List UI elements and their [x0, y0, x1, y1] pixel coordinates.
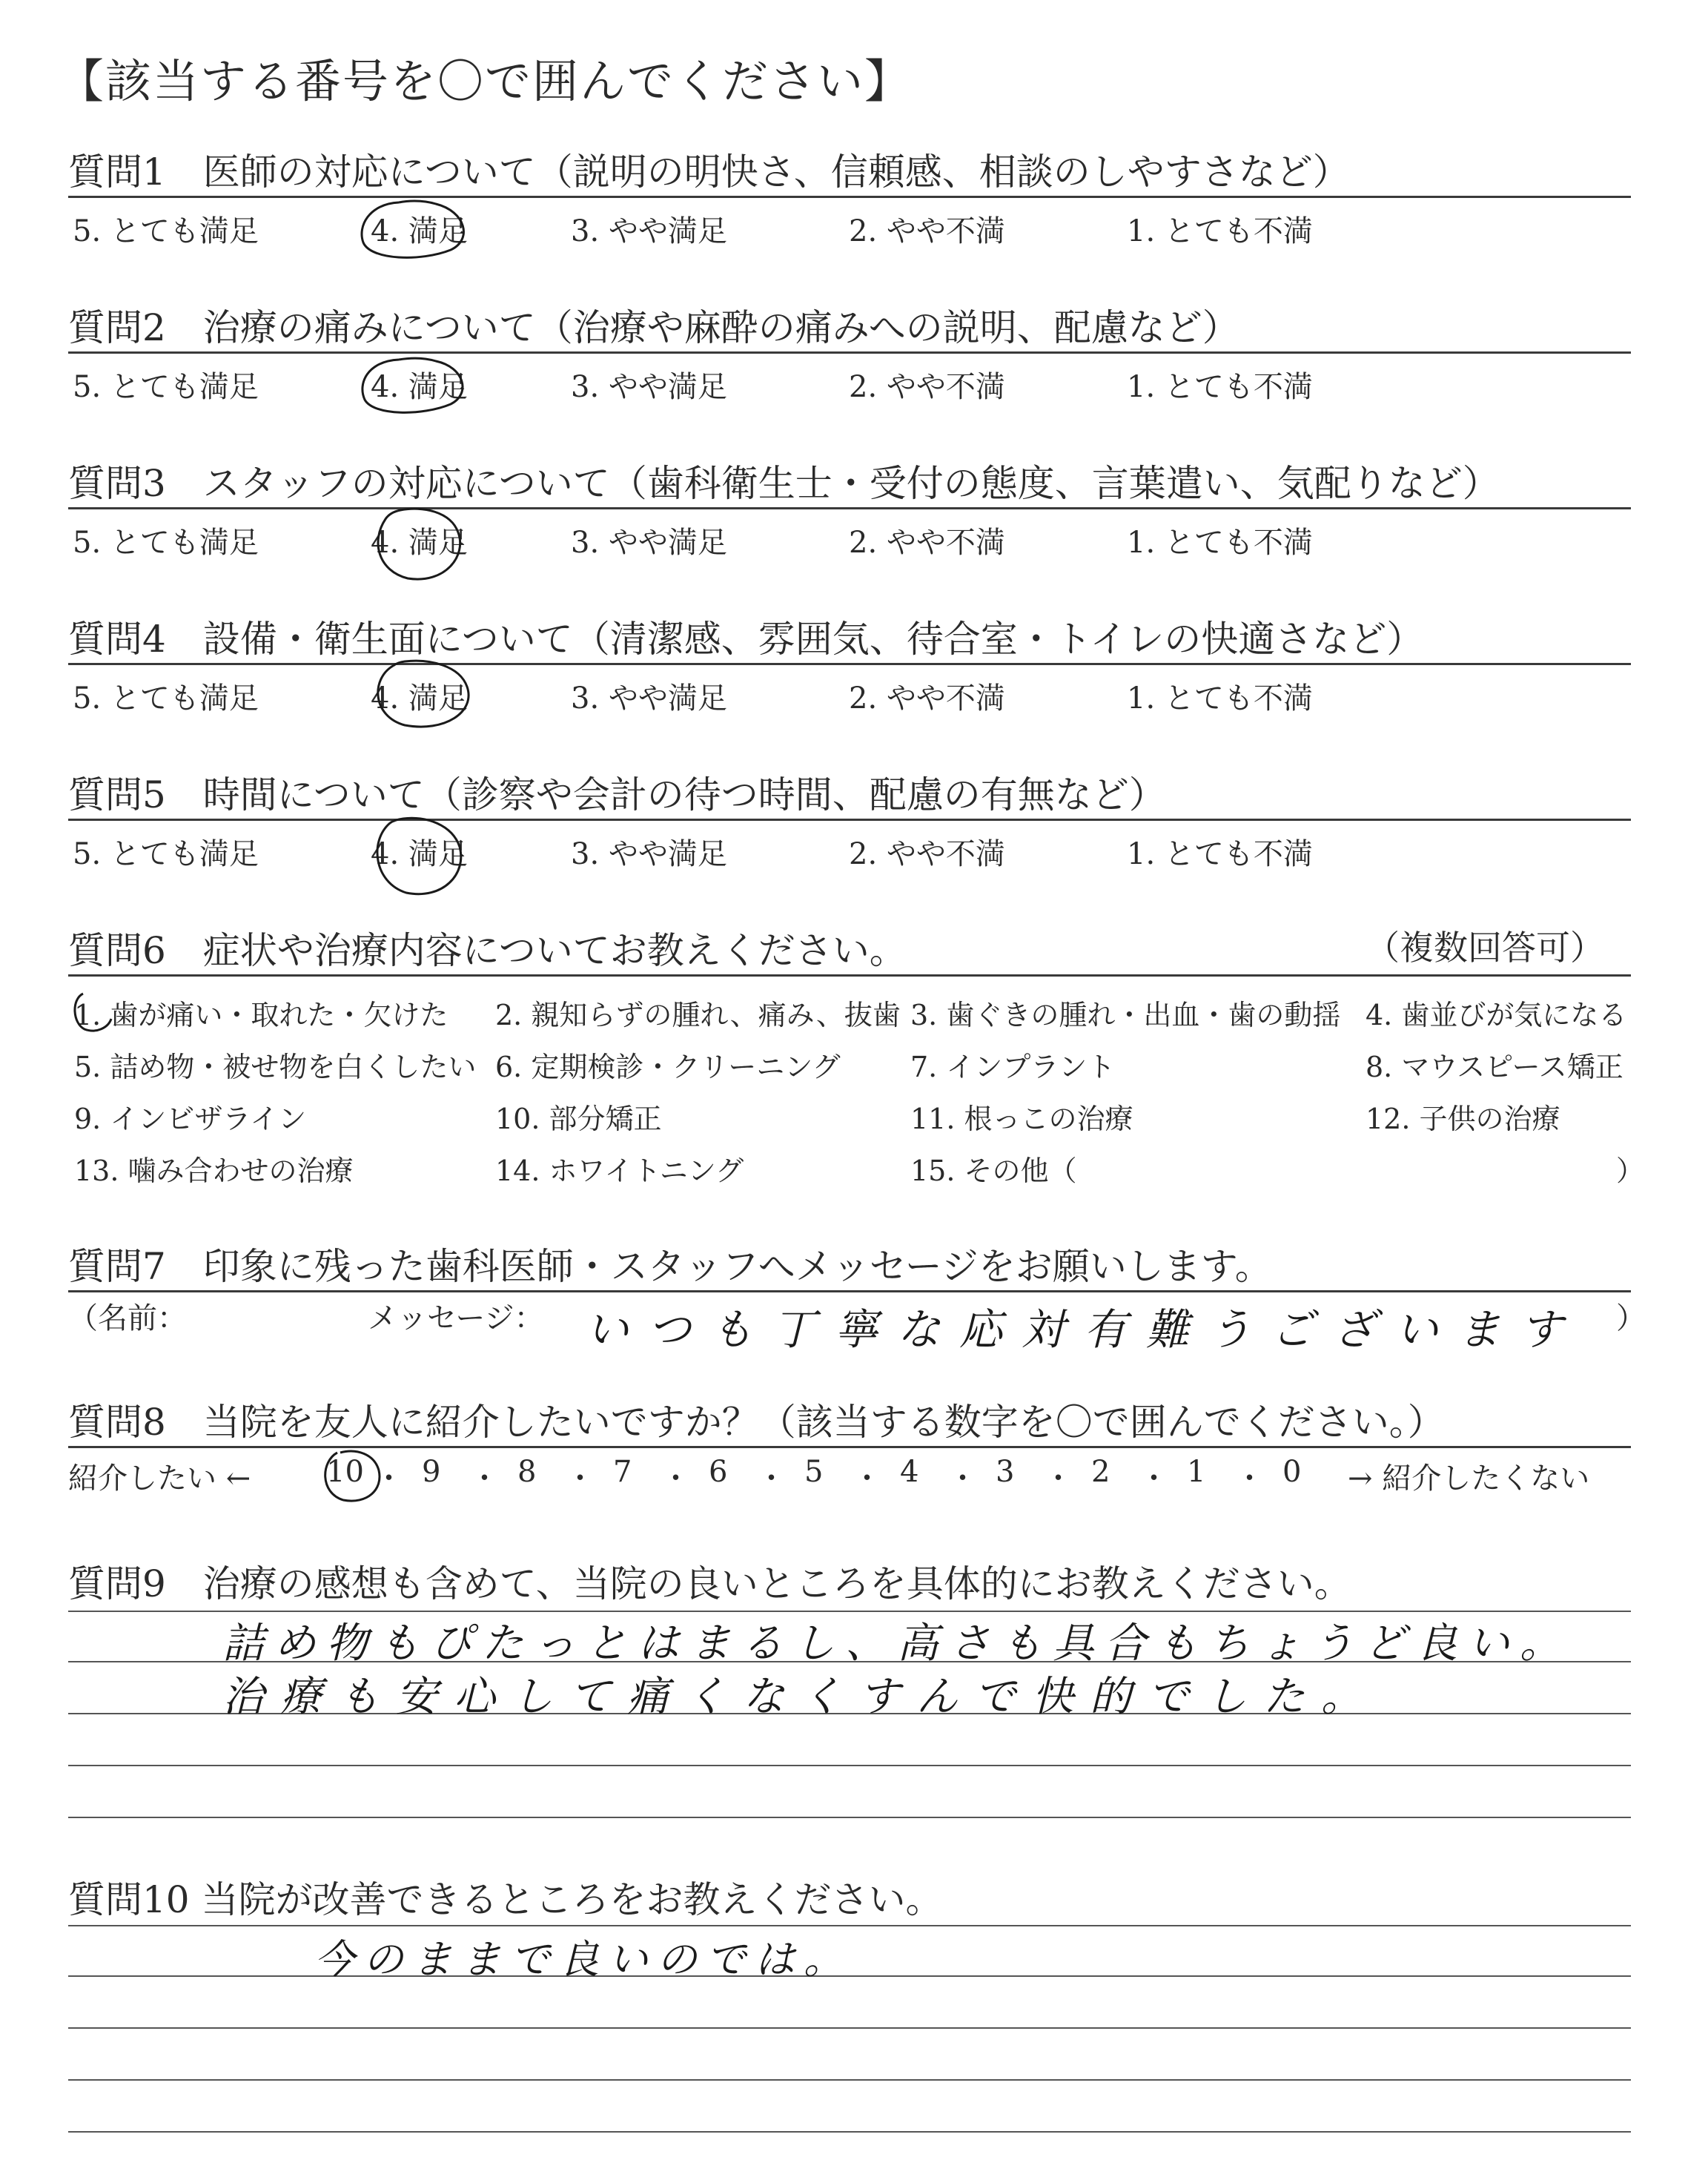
q5-option-3[interactable]: 3. やや満足 — [571, 837, 727, 871]
question-2-rule — [68, 351, 1631, 354]
q7-close-paren: ） — [1616, 1301, 1646, 1335]
q8-scale-separator: ・ — [374, 1462, 404, 1496]
q1-selection-circle — [354, 196, 480, 263]
q8-right-label: → 紹介したくない — [1348, 1462, 1590, 1496]
q6-option-9[interactable]: 9. インビザライン — [74, 1103, 307, 1135]
q8-selection-circle — [315, 1442, 389, 1509]
q6-option-10[interactable]: 10. 部分矯正 — [495, 1103, 662, 1135]
q3-option-3[interactable]: 3. やや満足 — [571, 526, 727, 560]
question-5-title: 質問5 時間について（診察や会計の待つ時間、配慮の有無など） — [68, 773, 1166, 816]
q8-scale-option-6[interactable]: 6 — [709, 1455, 728, 1489]
question-10-title: 質問10 当院が改善できるところをお教えください。 — [68, 1878, 943, 1921]
q3-option-2[interactable]: 2. やや不満 — [849, 526, 1005, 560]
q6-option-7[interactable]: 7. インプラント — [910, 1051, 1116, 1083]
q8-scale-option-4[interactable]: 4 — [900, 1455, 919, 1489]
q1-option-4[interactable]: 4. 満足 — [371, 214, 468, 248]
q8-scale-separator: ・ — [565, 1462, 595, 1496]
question-1-title: 質問1 医師の対応について（説明の明快さ、信頼感、相談のしやすさなど） — [68, 151, 1350, 194]
question-3-rule — [68, 507, 1631, 509]
question-5-rule — [68, 819, 1631, 821]
question-9-title: 質問9 治療の感想も含めて、当院の良いところを具体的にお教えください。 — [68, 1562, 1351, 1605]
q9-line-4 — [68, 1765, 1631, 1766]
q7-name-label: （名前： — [68, 1301, 187, 1335]
q8-scale-separator: ・ — [661, 1462, 691, 1496]
q2-selection-circle — [354, 352, 480, 419]
q7-message-label: メッセージ： — [368, 1301, 544, 1335]
q10-line-5 — [68, 2131, 1631, 2133]
q6-option-4[interactable]: 4. 歯並びが気になる — [1366, 999, 1627, 1031]
question-1-rule — [68, 196, 1631, 198]
q2-option-5[interactable]: 5. とても満足 — [73, 370, 259, 404]
q1-option-5[interactable]: 5. とても満足 — [73, 214, 259, 248]
q4-option-5[interactable]: 5. とても満足 — [73, 681, 259, 716]
q4-option-3[interactable]: 3. やや満足 — [571, 681, 727, 716]
q5-option-2[interactable]: 2. やや不満 — [849, 837, 1005, 871]
q8-scale-option-7[interactable]: 7 — [613, 1455, 632, 1489]
question-2-title: 質問2 治療の痛みについて（治療や麻酔の痛みへの説明、配慮など） — [68, 306, 1239, 349]
q3-option-4[interactable]: 4. 満足 — [371, 526, 468, 560]
q5-option-1[interactable]: 1. とても不満 — [1127, 837, 1313, 871]
q8-scale-option-3[interactable]: 3 — [996, 1455, 1015, 1489]
question-8-rule — [68, 1446, 1631, 1448]
q6-option-3[interactable]: 3. 歯ぐきの腫れ・出血・歯の動揺 — [910, 999, 1341, 1031]
question-6-rule — [68, 974, 1631, 977]
q5-option-5[interactable]: 5. とても満足 — [73, 837, 259, 871]
q8-scale-option-2[interactable]: 2 — [1091, 1455, 1110, 1489]
q6-option-15[interactable]: 15. その他（ — [910, 1155, 1077, 1187]
q8-scale-option-5[interactable]: 5 — [804, 1455, 824, 1489]
q10-line-4 — [68, 2079, 1631, 2081]
q6-option-1[interactable]: 1. 歯が痛い・取れた・欠けた — [74, 999, 448, 1031]
q2-option-1[interactable]: 1. とても不満 — [1127, 370, 1313, 404]
q8-scale-separator: ・ — [469, 1462, 500, 1496]
q1-option-1[interactable]: 1. とても不満 — [1127, 214, 1313, 248]
q5-option-4[interactable]: 4. 満足 — [371, 837, 468, 871]
q4-selection-circle — [363, 653, 482, 734]
q6-option-14[interactable]: 14. ホワイトニング — [495, 1155, 744, 1187]
q2-option-2[interactable]: 2. やや不満 — [849, 370, 1005, 404]
q4-option-2[interactable]: 2. やや不満 — [849, 681, 1005, 716]
question-6-title: 質問6 症状や治療内容についてお教えください。 — [68, 929, 907, 972]
q8-scale-separator: ・ — [1043, 1462, 1073, 1496]
q10-answer-line-1[interactable]: 今のままで良いのでは。 — [314, 1936, 853, 1983]
question-8-title: 質問8 当院を友人に紹介したいですか？（該当する数字を〇で囲んでください。） — [68, 1401, 1445, 1444]
page-header: 【該当する番号を〇で囲んでください】 — [58, 54, 913, 108]
q8-scale-option-1[interactable]: 1 — [1187, 1455, 1206, 1489]
q6-option-11[interactable]: 11. 根っこの治療 — [910, 1103, 1133, 1135]
q6-option-12[interactable]: 12. 子供の治療 — [1366, 1103, 1560, 1135]
q1-option-3[interactable]: 3. やや満足 — [571, 214, 727, 248]
question-7-rule — [68, 1290, 1631, 1292]
q8-scale-separator: ・ — [947, 1462, 978, 1496]
q6-selection-circle — [68, 986, 120, 1038]
q6-option-8[interactable]: 8. マウスピース矯正 — [1366, 1051, 1623, 1083]
q8-left-label: 紹介したい ← — [68, 1462, 251, 1496]
q9-answer-line-1[interactable]: 詰め物もぴたっとはまるし、高さも具合もちょうど良い。 — [222, 1619, 1572, 1668]
question-4-rule — [68, 663, 1631, 665]
q8-scale-option-9[interactable]: 9 — [422, 1455, 441, 1489]
q8-scale-separator: ・ — [1234, 1462, 1265, 1496]
q1-option-2[interactable]: 2. やや不満 — [849, 214, 1005, 248]
q3-selection-circle — [363, 497, 474, 586]
question-6-note: （複数回答可） — [1366, 928, 1604, 968]
q2-option-3[interactable]: 3. やや満足 — [571, 370, 727, 404]
q8-scale-separator: ・ — [852, 1462, 882, 1496]
q8-scale-option-0[interactable]: 0 — [1282, 1455, 1302, 1489]
q8-scale-separator: ・ — [756, 1462, 787, 1496]
q9-line-5 — [68, 1817, 1631, 1818]
q6-option-2[interactable]: 2. 親知らずの腫れ、痛み、抜歯 — [495, 999, 901, 1031]
q9-answer-line-2[interactable]: 治療も安心して痛くなくすんで快的でした。 — [222, 1673, 1379, 1721]
q3-option-1[interactable]: 1. とても不満 — [1127, 526, 1313, 560]
q10-line-1 — [68, 1925, 1631, 1926]
q4-option-4[interactable]: 4. 満足 — [371, 681, 468, 716]
q6-option-5[interactable]: 5. 詰め物・被せ物を白くしたい — [74, 1051, 477, 1083]
q4-option-1[interactable]: 1. とても不満 — [1127, 681, 1313, 716]
q8-scale-separator: ・ — [1139, 1462, 1169, 1496]
q8-scale-option-10[interactable]: 10 — [326, 1455, 364, 1489]
q2-option-4[interactable]: 4. 満足 — [371, 370, 468, 404]
q3-option-5[interactable]: 5. とても満足 — [73, 526, 259, 560]
question-4-title: 質問4 設備・衛生面について（清潔感、雰囲気、待合室・トイレの快適さなど） — [68, 618, 1424, 661]
q5-selection-circle — [363, 808, 474, 901]
q6-option-6[interactable]: 6. 定期検診・クリーニング — [495, 1051, 841, 1083]
question-3-title: 質問3 スタッフの対応について（歯科衛生士・受付の態度、言葉遣い、気配りなど） — [68, 462, 1500, 505]
q6-option-15-close: ） — [1616, 1155, 1645, 1187]
q6-option-13[interactable]: 13. 噛み合わせの治療 — [74, 1155, 354, 1187]
question-7-title: 質問7 印象に残った歯科医師・スタッフへメッセージをお願いします。 — [68, 1245, 1272, 1288]
q7-message-handwritten[interactable]: いつも丁寧な応対有難うございます — [586, 1304, 1583, 1355]
q10-line-3 — [68, 2027, 1631, 2029]
q8-scale-option-8[interactable]: 8 — [517, 1455, 537, 1489]
